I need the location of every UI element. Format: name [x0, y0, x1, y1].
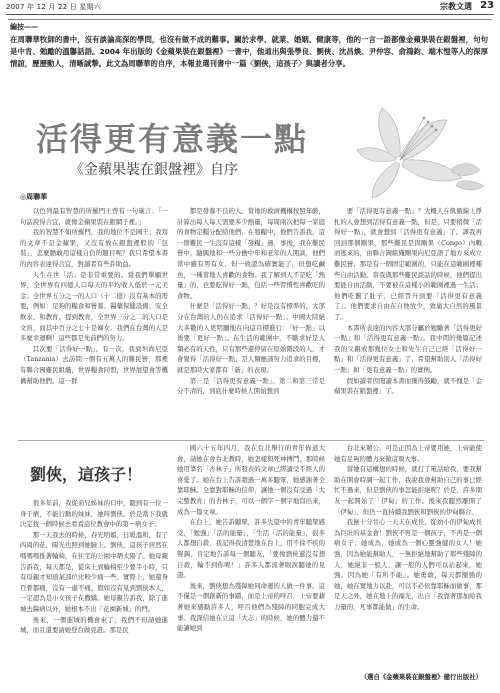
page-header	[0, 0, 500, 14]
paragraph: 其次要「活得好一點」。有一次，我到坦尚尼亞（Tanzania）去訪問一個有五萬人的難民營，那裡有聯合國難民組織，世界糧食同盟，世界展望會等機構幫助他們。這一群	[20, 344, 168, 385]
editor-note-text: 在周聯華牧師的書中，沒有談論高深的學問，也沒有做不成的難事。關於求學、就業、婚姻、健康等，他的一言一語都像金蘋果裝在銀盤裡，句句是中肯、勉勵的溫馨話語。2004 年出版的《金蘋果裝在銀盤裡》一書中，他道出與張學良、劉俠、沈昌煥、尹仲容、俞鴻鈞、端木愷等人的深厚情誼，歷歷動人，清晰誠摯。此文為周聯華的自序，本報並選刊書中一篇〈劉俠，這孩子〉與讀者分享。	[10, 35, 488, 68]
source-note: （選自《金蘋果裝在銀盤裡》健行出版社）	[360, 673, 482, 681]
flower-illustration	[352, 98, 490, 206]
paragraph: 台北來辦公，可是正因為上帝要用她，上帝能使她有足夠的體力來做這項大事。	[334, 444, 482, 463]
section-title: 劉俠，這孩子！	[30, 465, 143, 484]
paragraph: 我倒十分甘心一天天在成長，從幼小的伊甸成長為巨壯的基金會！劉俠不再是一個孩子，不再是一個病女子；她成為，她成為一個心靈強健的女人！她強，因為她能幫助人，一無拒絕地幫助了那些殘障的人，她絕非一般人，讓一般的人們可以站起來，她強，因為她「有所不能」。她勇敢，每天都額強的她，她在實地力以赴，可以不必依靠耶穌而做事，那是天之外，她在地上的福光，出自「我靠著那加給我力量的，凡事都能做」的生命。	[334, 518, 482, 611]
header-divider	[6, 14, 494, 15]
section-column-1	[20, 498, 168, 636]
paragraph: 什麼是「活得好一點」？好是沒有標準的，大部分在台灣的人仍在追求「活得好一點」；中國大陸絕大多數的人更明顯地在向這目標進行：「好一點」以後要「更好一點」。在生活的範圍中，不斷求好是人類必有的天性，只有那些還停留在原始階段的人，才會覺得「活得好一點」是人類應該努力追求的目標，就是那時大家都有「新」的表現。	[177, 302, 325, 374]
paragraph: 本書所表達的內容大部分屬於勉勵著「活得更好一點」和「活得更有意義一點」。我中間的幾篇記述我的父親或那幾位女士和先生自己已經「活得好一點」和「活得更有意義」了，希望幫助別人「活得好一點」和「更有意義一點」的實例。	[334, 323, 482, 374]
section-name: 宗教文選	[440, 2, 472, 11]
section-column-3	[334, 443, 482, 613]
article-column-2	[177, 206, 325, 397]
article-title: 活得更有意義一點	[36, 120, 309, 158]
issue-date: 2007 年 12 月 22 日 星期六	[6, 3, 101, 11]
article-column-3	[334, 206, 482, 397]
paragraph: 第三是「活得更有意義一點」。第二和第三常是分不清的，到底什麼時候人開始想到	[177, 376, 325, 396]
paragraph: 後來，一個進城的機會來了，我們不但請她進城，而且還要請她登台做見證。那是民	[20, 615, 168, 635]
paragraph: 要「活得更有意義一點」？大概人在飢餓線上掙扎的人會想到活得有意義一點，但是，只要稍微「活得好一點」，就會想到「活得更有意義」了。譯我再回到那個剛果，那些難民是因剛果（Congo）內戰而逃來的，由聯合國組織剛果向尼亞語了地方來成立難民營；那是有一個固定範圍的，只能在這範圍裡種些自由活動。當我與那些難民談話的時候，他們提出要能自由活動，不要被在這樣小的範圍裡過一生活；他們吃飽了肚子，已經晉升到要「活得更有意義了」。他們要求自由在自他放少，致廣大自然的風景了。	[334, 207, 482, 321]
section-divider	[18, 440, 484, 441]
paragraph: 在台上，她告訴聽眾，許多失望中的青年聽眾感受，「勉強」「活的能量」，「生活「活的能量」，很多人都想自殺，我記得我清楚地在台上，用不徐不疾的聲調，肯定地告訴每一個聽友，「要像劉俠還沒有想自殺，輪不到你呢！」許多人都流著眼淚聽她的見證。	[177, 518, 325, 580]
paragraph: 我的智慧不如所羅門，我的地位不是國王；我寫的文章不是金蘋果，又沒有放在銀盤裡般的「包裝」，怎麼膽敢用這樣自負的題目呢？我只希望本書的內容表達得合宜，對讀者有些許助益。	[20, 228, 168, 268]
paragraph: 國六十五年四月，我在台北舉行的青年佈道大會，請她在會台北教時，她怎樣與死神搏鬥，那時候她用筆名「杏林子」所發表的文章已經讀受不經人的喜愛了。她在台上告訴超過一萬多聽眾，她感謝著全靠耶穌。全靠對耶穌的信仰，讓她一個沒有受過「大完整教育」的杏林子，可以一個字一個字地寫出來，成為一篇文章。	[177, 444, 325, 516]
article-subtitle: 《金蘋果裝在銀盤裡》自序	[70, 162, 238, 178]
paragraph: 假如讀者因閱讀本書而獲得鼓勵，就不愧是「金蘋果裝在銀盤裡」了。	[334, 376, 482, 396]
page-number: 23	[480, 0, 494, 11]
author-byline: ◎周聯華	[20, 193, 48, 201]
paragraph: 那一天我去的時候，春光明媚，日暖溫和，有了四周的花，陽光也照到她臉上。劉俠，這孩子居然在嗎嗎嗎推著輪椅，在住宅的公園中晒太陽了。她母親告訴我，每天都是，從床上到輪椅至少要半小時，只有母親才知道某部位比較少痛一些。實際上，她還身百骨都痛，沒有一處不痛。假如沒有見到劉俠本人，一定認為是小女孩子在撒嬌。她母親告訴我，除了進城去醫病以外，她根本不出「花園新城」的門。	[20, 530, 168, 613]
section-column-2	[177, 443, 325, 634]
editor-note-label: 編按——	[10, 23, 38, 31]
article-column-1	[20, 206, 168, 386]
paragraph: 人生在世「活」是非常重要的。當我們單顧世界，全世界有四億人口每天的平均收入低於一元美金；全世界五分之一的人口（十二億）沒有基本的需要，例如：足夠的糧食和營養、醫藥保健設備、安全飲水、和教育。提到教育，全世界三分之二的人口是文盲，而其中百分之七十是婦女。我們在台灣的人是多麼幸運啊！這些都是先前們的努力。	[20, 270, 168, 343]
paragraph: 很多年前，我從弟兄姊妹的口中，聽到有一位一身千瘡，不能行動的妹妹，她叫劉俠。於是當下我就決定找一個時候去看看這位教會中的第一病女子。	[20, 499, 168, 529]
paragraph: 都是發養不良的人。當地的救濟機構按照年齡，計算出每人每天需要多少熱量，每周兩次把每一家庭的食物定糧分配給他們，在發糧中，他們告訴我，這一群難民一生沒有這樣「發糧」過，事後，我在難民營中，隨興地和一些分擔中年和老年的人閒談，他們當中雖有男有女，但一致認為確實能了，但想吃鹹魚，一種當地人喜歡的食物。我了解到人不是吃「熱量」的，也要吃得好一點，包括一些習慣性喜歡吃的食物。	[177, 207, 325, 300]
paragraph: 以色列最有智慧的所羅門王曾有一句箴言：「一句話說得合宜，就像金蘋果裝在銀網子裡。」	[20, 207, 168, 226]
paragraph: 後來，劉俠想為殘障她同命運的人做一件事。這不僅是一個創新的事蹟，而是上帝的呼召，上帝要藉著她來感動許多人，呼召他們為殘障的同胞完成大事。我深信她在立這「大志」的時候，她的體力還不能讓她到	[177, 581, 325, 633]
paragraph: 當她有這構想的時候，就打了電話給我，要我幫助在開會時調一起工作，我說我會幫助自己的事已經忙不過來，但是劉俠的事怎能拒絕呢？於是，許多朋友一起開始了「伊甸」的工作。後來我聽然離開了「伊甸」，但仍一直持續我劉俠和劉俠的伊甸聯合。	[334, 465, 482, 516]
